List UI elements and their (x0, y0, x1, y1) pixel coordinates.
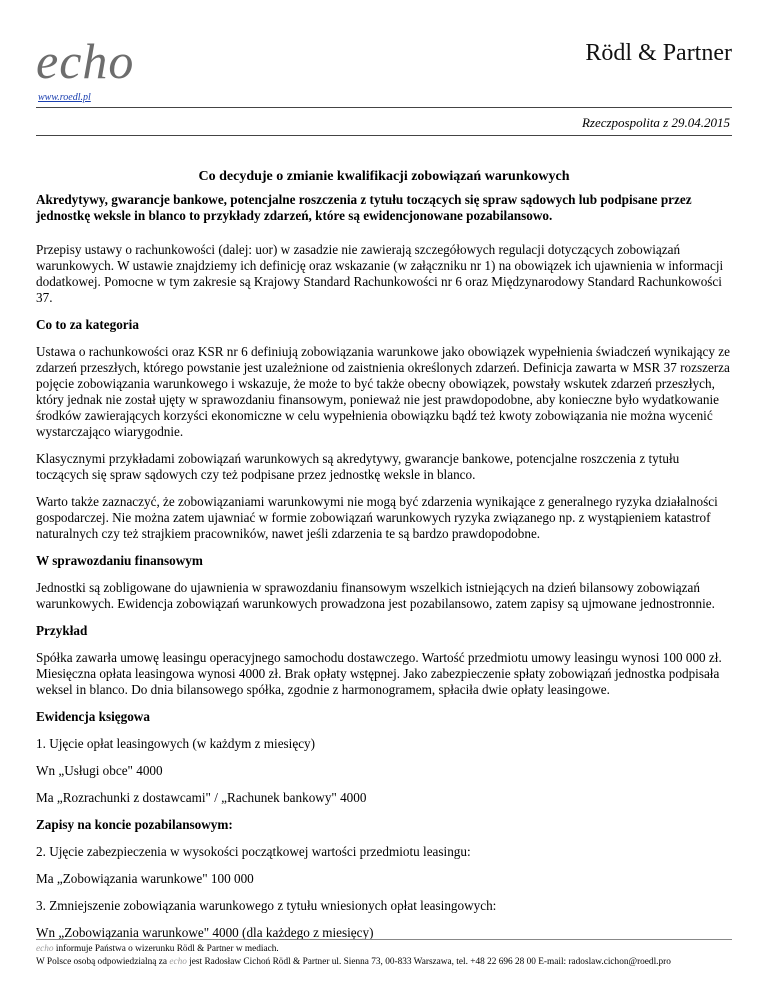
article-title: Co decyduje o zmianie kwalifikacji zobowiązań warunkowych (198, 169, 570, 184)
article-lead: Akredytywy, gwarancje bankowe, potencjalne roszczenia z tytułu toczących się spraw sądowych lub podpisane przez jednostkę weksle in blanco to przykłady zdarzeń, które są ewidencjonowane pozabilansowo. (36, 192, 692, 223)
footer-text: informuje Państwa o wizerunku Rödl & Partner w mediach. (55, 944, 279, 954)
paragraph: Ustawa o rachunkowości oraz KSR nr 6 definiują zobowiązania warunkowe jako obowiązek wypełnienia świadczeń wynikający ze zdarzeń przeszłych, którego powstanie jest uzależnione od zaistnienia określonych zdarzeń. Definicja zawarta w MSR 37 rozszerza pojęcie zobowiązania warunkowego i wskazuje, że może to być także obecny obowiązek, powstały wskutek zdarzeń przeszłych, który jednak nie został ujęty w sprawozdaniu finansowym, ponieważ nie jest prawdopodobne, aby konieczne było wydatkowanie środków zawierających korzyści ekonomiczne w celu wypełnienia obowiązku bądź też kwoty zobowiązania nie można wycenić wystarczająco wiarygodnie. (36, 344, 730, 439)
section-heading: Zapisy na koncie pozabilansowym: (36, 817, 233, 832)
paragraph: Wn „Zobowiązania warunkowe" 4000 (dla każdego z miesięcy) (36, 925, 374, 940)
paragraph: Wn „Usługi obce" 4000 (36, 763, 163, 778)
footer-echo-mark: echo (169, 957, 187, 967)
footer-line-1 (36, 943, 732, 956)
paragraph: Warto także zaznaczyć, że zobowiązaniami warunkowymi nie mogą być zdarzenia wynikające z generalnego ryzyka działalności gospodarczej. Nie można zatem ujawniać w formie zobowiązań warunkowych ryzyka związanego np. z wystąpieniem katastrof naturalnych czy też strajkiem pracowników, nawet jeśli zdarzenia te są bardzo prawdopodobne. (36, 494, 718, 541)
paragraph: 3. Zmniejszenie zobowiązania warunkowego z tytułu wniesionych opłat leasingowych: (36, 898, 497, 913)
paragraph: 2. Ujęcie zabezpieczenia w wysokości początkowej wartości przedmiotu leasingu: (36, 844, 471, 859)
page-footer (36, 939, 732, 969)
footer-echo-mark: echo (36, 944, 54, 954)
header-divider (36, 107, 732, 108)
article-body (36, 169, 732, 952)
footer-contact: jest Radosław Cichoń Rödl & Partner ul. Sienna 73, 00-833 Warszawa, tel. +48 22 696 28 00 E-mail: radoslaw.cichon@roedl.pro (189, 957, 671, 967)
publication-source: Rzeczpospolita z 29.04.2015 (581, 115, 730, 130)
paragraph: Jednostki są zobligowane do ujawnienia w sprawozdaniu finansowym wszelkich istniejących na dzień bilansowy zobowiązań warunkowych. Ewidencja zobowiązań warunkowych prowadzona jest pozabilansowo, zatem zapisy są ujmowane jednostronnie. (36, 580, 715, 611)
website-link[interactable]: www.roedl.pl (38, 92, 91, 103)
section-heading: W sprawozdaniu finansowym (36, 553, 203, 568)
paragraph: 1. Ujęcie opłat leasingowych (w każdym z miesięcy) (36, 736, 316, 751)
footer-line-2 (36, 956, 732, 969)
paragraph: Klasycznymi przykładami zobowiązań warunkowych są akredytywy, gwarancje bankowe, potencjalne roszczenia z tytułu toczących się spraw sądowych czy też podpisane przez jednostkę weksle in blanco. (36, 451, 680, 482)
paragraph: Przepisy ustawy o rachunkowości (dalej: uor) w zasadzie nie zawierają szczegółowych regulacji dotyczących zobowiązań warunkowych. W ustawie znajdziemy ich definicję oraz wskazanie (w załączniku nr 1) na obowiązek ich ujawnienia w informacji dodatkowej. Pomocne w tym zakresie są Krajowy Standard Rachunkowości nr 6 oraz Międzynarodowy Standard Rachunkowości 37. (36, 242, 724, 305)
footer-text: W Polsce osobą odpowiedzialną za (36, 957, 167, 967)
paragraph: Spółka zawarła umowę leasingu operacyjnego samochodu dostawczego. Wartość przedmiotu umowy leasingu wynosi 100 000 zł. Miesięczna opłata leasingowa wynosi 4000 zł. Brak opłaty wstępnej. Jako zabezpieczenie spłaty zobowiązań jednostka podpisała weksel in blanco. Do dnia bilansowego spółka, zgodnie z harmonogramem, spłaciła dwie opłaty leasingowe. (36, 650, 722, 697)
source-divider (36, 135, 732, 136)
brand-name: Rödl & Partner (585, 40, 732, 66)
section-heading: Przykład (36, 623, 88, 638)
paragraph: Ma „Rozrachunki z dostawcami" / „Rachunek bankowy" 4000 (36, 790, 367, 805)
section-heading: Co to za kategoria (36, 317, 139, 332)
echo-logo: echo (36, 33, 135, 89)
paragraph: Ma „Zobowiązania warunkowe" 100 000 (36, 871, 254, 886)
section-heading: Ewidencja księgowa (36, 709, 150, 724)
